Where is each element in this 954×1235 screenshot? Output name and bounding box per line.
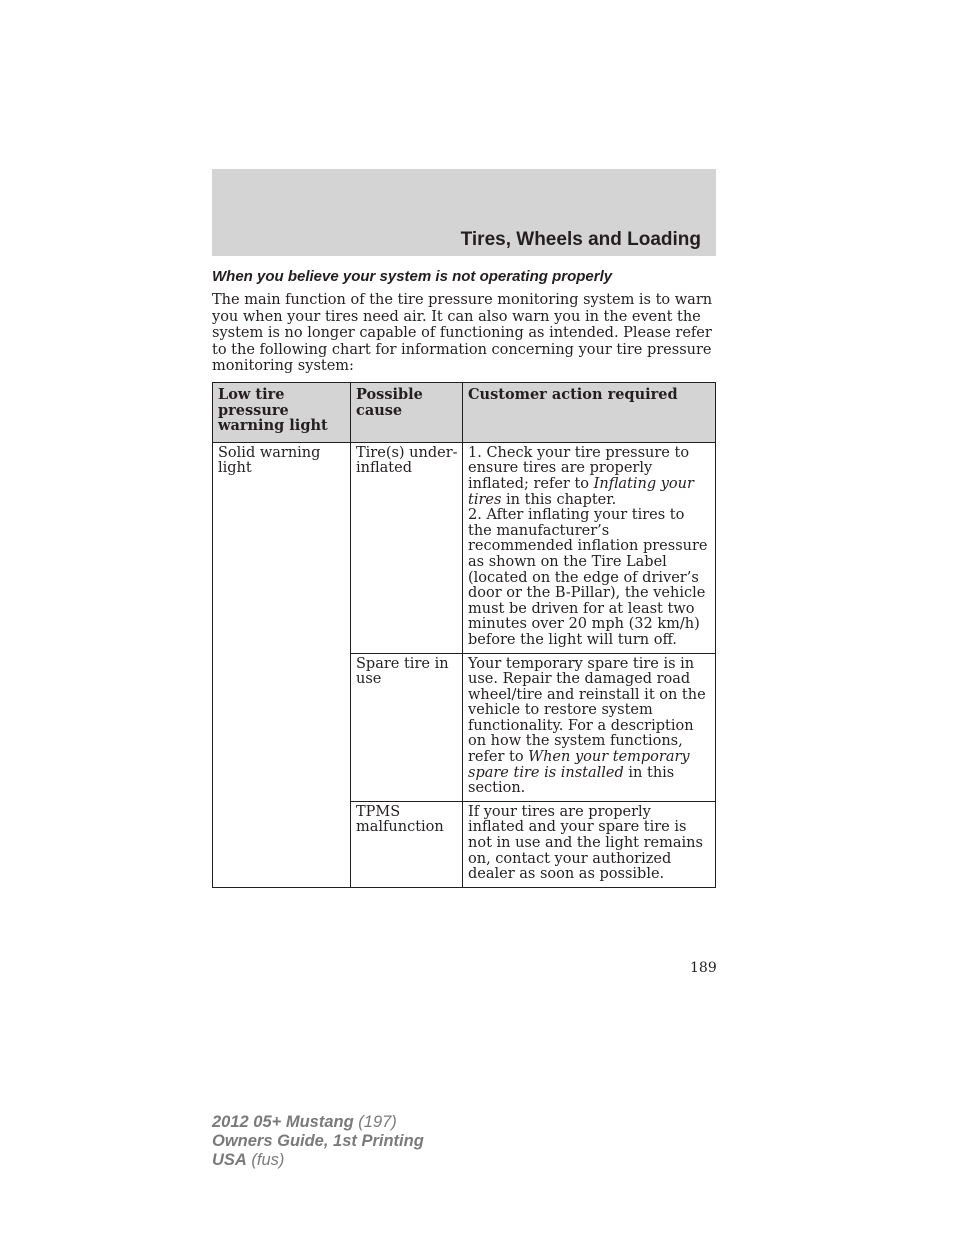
action-text: in this section. (468, 764, 675, 797)
action-reference: Inflating your tires (468, 475, 694, 508)
footer-model-code: (197) (353, 1113, 397, 1131)
header-warning-light: Low tire pressure warning light (213, 383, 351, 443)
footer-line-model (212, 1113, 424, 1132)
action-cell: If your tires are properly inflated and your spare tire is not in use and the light remains on, contact your authorized dealer as soon as possible. (463, 801, 716, 887)
cause-cell: Tire(s) under-inflated (351, 442, 463, 653)
footer-market: USA (212, 1151, 247, 1169)
table-header-row (213, 383, 716, 443)
header-possible-cause: Possible cause (351, 383, 463, 443)
action-cell (463, 653, 716, 801)
action-text: 1. Check your tire pressure to ensure tires are properly inflated; refer to (468, 444, 690, 492)
section-heading: When you believe your system is not operating properly (212, 268, 613, 285)
action-text: in this chapter. (501, 491, 617, 508)
chapter-header-band (212, 169, 716, 256)
action-cell (463, 442, 716, 653)
action-text: 2. After inflating your tires to the manufacturer’s recommended inflation pressure as shown on the Tire Label (located on the edge of driver’s door or the B-Pillar), the vehicle must be driven for at least two minutes over 20 mph (32 km/h) before the light will turn off. (468, 507, 708, 648)
publication-footer (212, 1113, 424, 1170)
action-text: Your temporary spare tire is in use. Repair the damaged road wheel/tire and reinstall it on the vehicle to restore system functionality. For a description on how the system functions, refer to (468, 655, 706, 766)
table-row (213, 442, 716, 653)
footer-model: 2012 05+ Mustang (212, 1113, 354, 1131)
chapter-title: Tires, Wheels and Loading (460, 229, 701, 250)
footer-line-edition: Owners Guide, 1st Printing (212, 1132, 424, 1150)
intro-paragraph: The main function of the tire pressure monitoring system is to warn you when your tires need air. It can also warn you in the event the system is no longer capable of functioning as intended. Please refer to the following chart for information concerning your tire pressure monitoring system: (212, 292, 713, 374)
action-reference: When your temporary spare tire is installed (468, 749, 690, 781)
warning-light-cell: Solid warning light (213, 442, 351, 887)
cause-cell: Spare tire in use (351, 653, 463, 801)
tpms-chart-table (212, 382, 716, 888)
footer-line-market (212, 1151, 424, 1170)
footer-market-code: (fus) (246, 1151, 285, 1169)
cause-cell: TPMS malfunction (351, 801, 463, 887)
header-customer-action: Customer action required (463, 383, 716, 443)
page-number: 189 (690, 960, 717, 976)
